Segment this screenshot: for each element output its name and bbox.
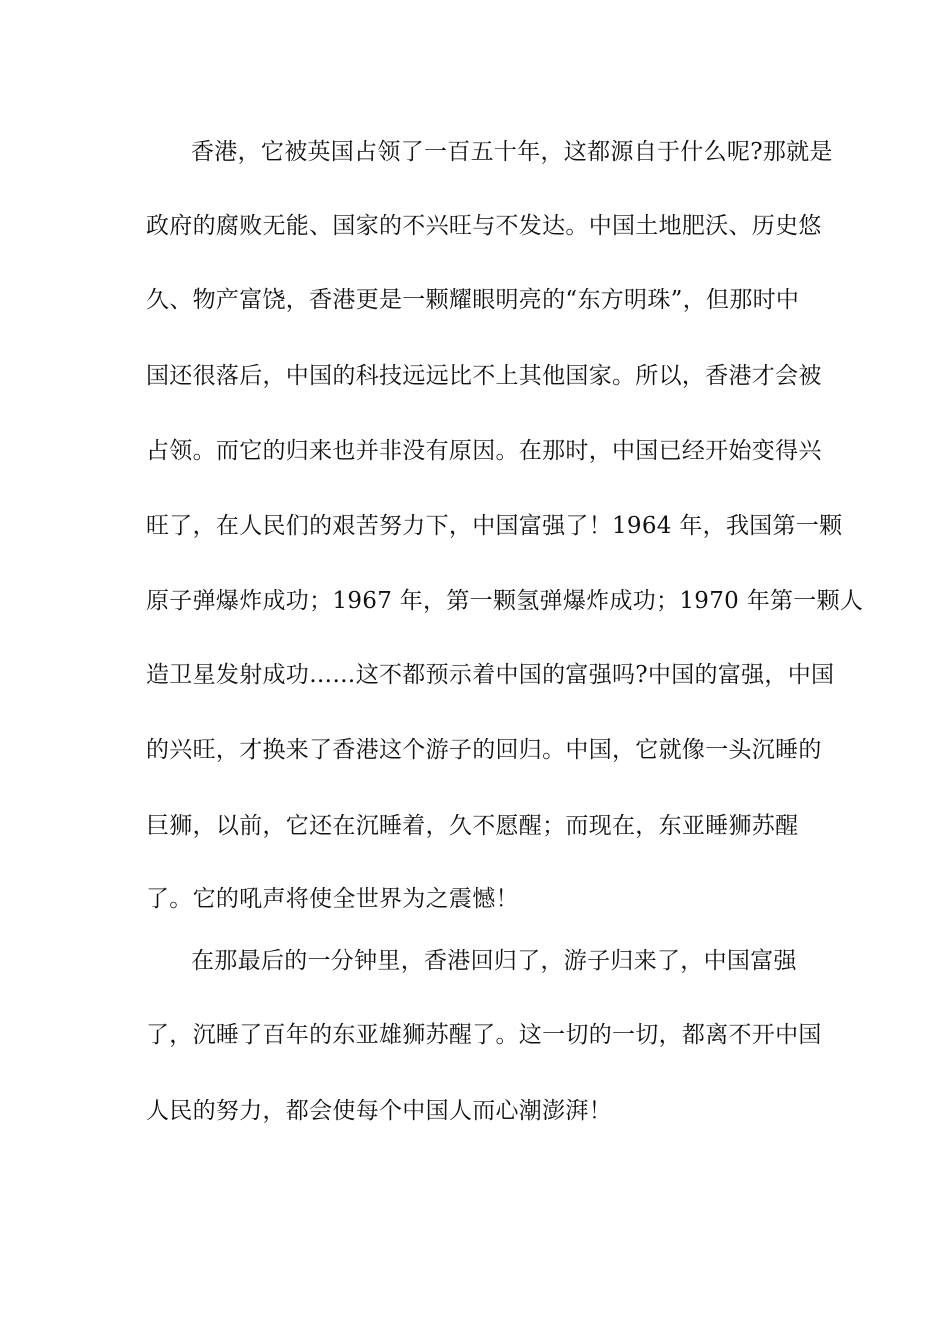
text-line: 在那最后的一分钟里，香港回归了，游子归来了，中国富强 — [191, 948, 797, 974]
text-line: 了，沉睡了百年的东亚雄狮苏醒了。这一切的一切，都离不开中国 — [146, 1022, 822, 1048]
text-line: 久、物产富饶，香港更是一颗耀眼明亮的“东方明珠”，但那时中 — [146, 287, 800, 313]
text-line: 原子弹爆炸成功；1967 年，第一颗氢弹爆炸成功；1970 年第一颗人 — [146, 588, 864, 614]
text-line: 的兴旺，才换来了香港这个游子的回归。中国，它就像一头沉睡的 — [146, 737, 822, 763]
text-line: 政府的腐败无能、国家的不兴旺与不发达。中国土地肥沃、历史悠 — [146, 213, 822, 239]
text-line: 国还很落后，中国的科技远远比不上其他国家。所以，香港才会被 — [146, 363, 822, 389]
text-line: 人民的努力，都会使每个中国人而心潮澎湃！ — [146, 1098, 612, 1124]
text-line: 香港，它被英国占领了一百五十年，这都源自于什么呢?那就是 — [191, 139, 833, 165]
text-line: 巨狮，以前，它还在沉睡着，久不愿醒；而现在，东亚睡狮苏醒 — [146, 813, 799, 839]
text-line: 占领。而它的归来也并非没有原因。在那时，中国已经开始变得兴 — [146, 438, 822, 464]
text-line: 了。它的吼声将使全世界为之震憾！ — [146, 886, 519, 912]
text-line: 造卫星发射成功……这不都预示着中国的富强吗?中国的富强，中国 — [146, 662, 835, 688]
text-line: 旺了，在人民们的艰苦努力下，中国富强了！1964 年，我国第一颗 — [146, 513, 843, 539]
